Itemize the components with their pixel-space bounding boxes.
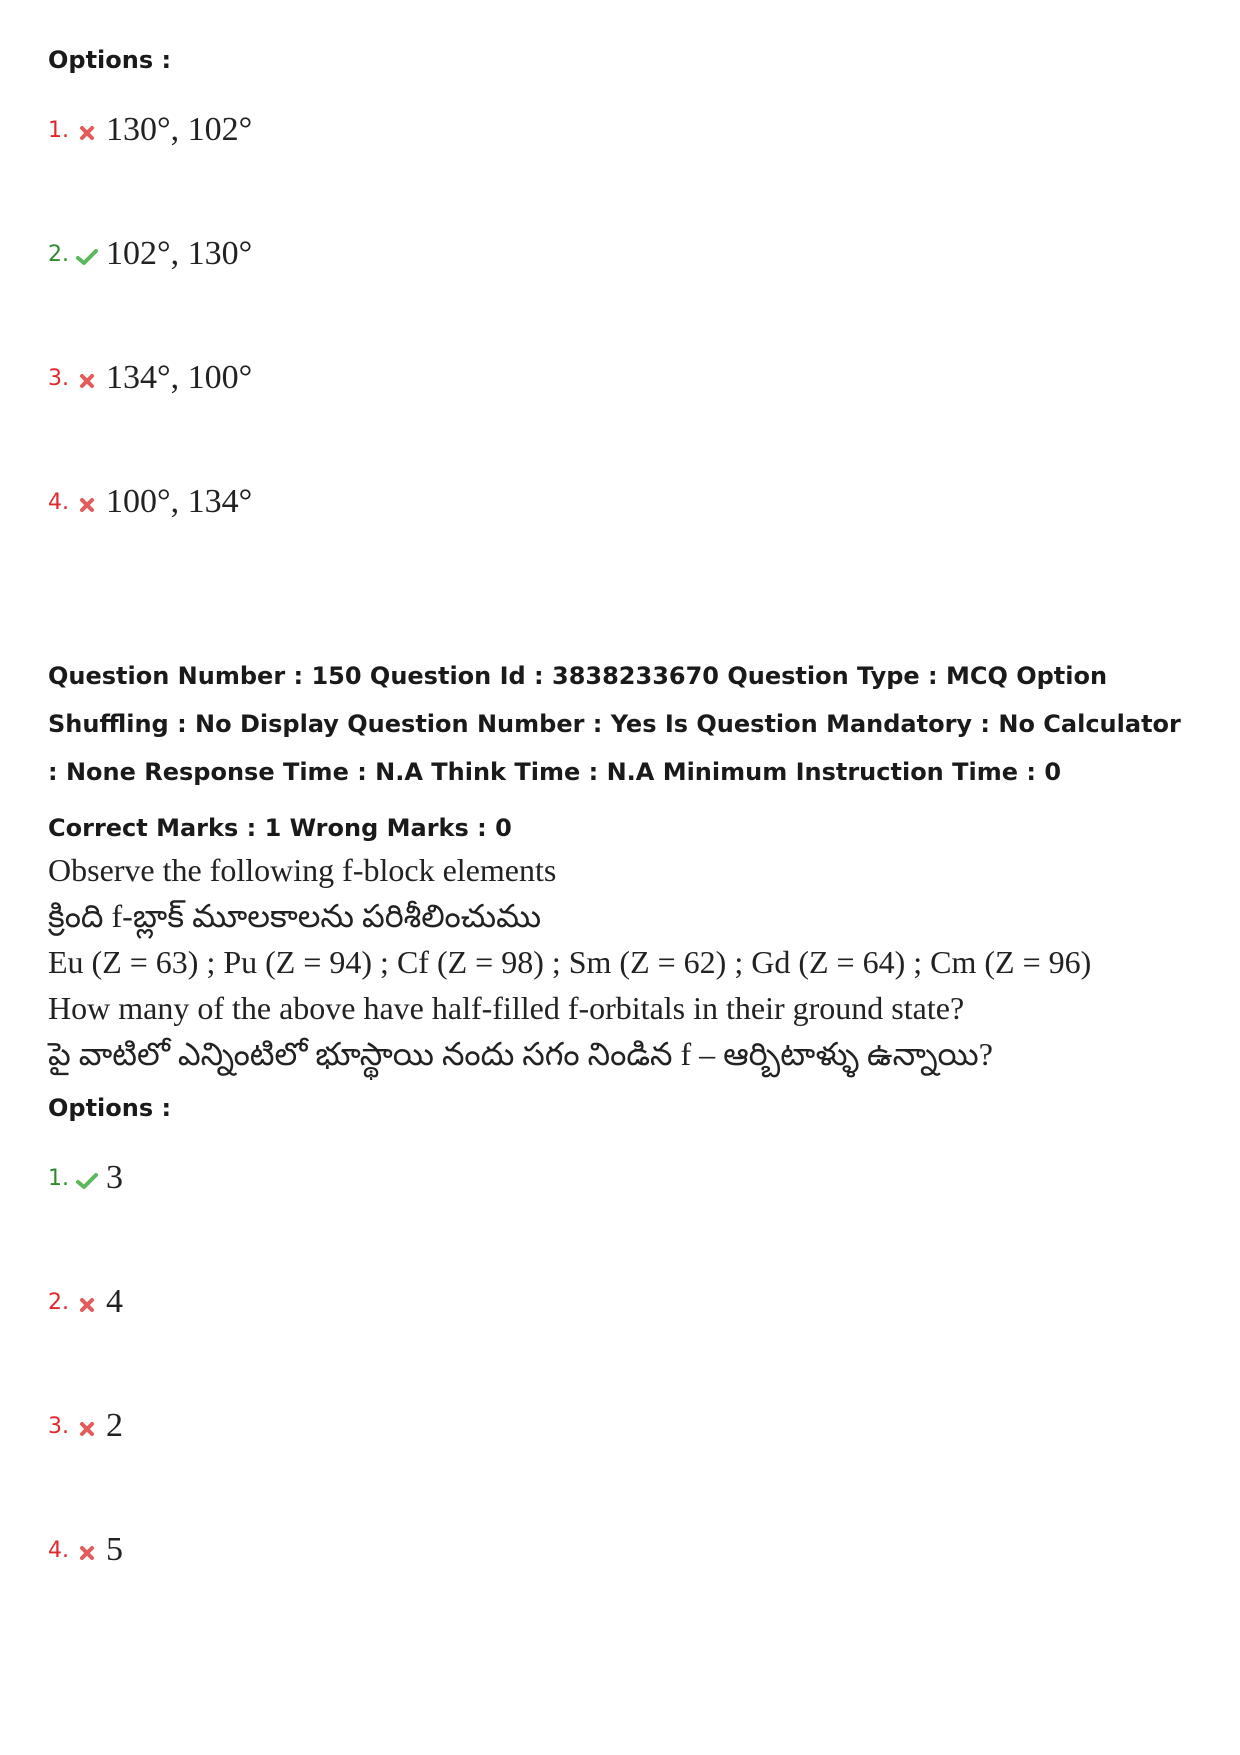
- option-text: 130°, 102°: [106, 111, 253, 148]
- question-line-telugu: పై వాటిలో ఎన్నింటిలో భూస్థాయి నందు సగం నిండిన f – ఆర్బిటాళ్ళు ఉన్నాయి?: [48, 1036, 993, 1072]
- option-number: 3.: [48, 365, 69, 391]
- cross-icon: [76, 494, 98, 516]
- option-number: 4.: [48, 1537, 69, 1563]
- marks-info: Correct Marks : 1 Wrong Marks : 0: [48, 814, 512, 842]
- option-text: 3: [106, 1159, 123, 1196]
- option-item: [48, 1404, 123, 1448]
- option-number: 1.: [48, 1165, 69, 1191]
- option-number: 1.: [48, 117, 69, 143]
- option-item: [48, 232, 252, 276]
- option-text: 4: [106, 1283, 123, 1320]
- option-text: 2: [106, 1407, 123, 1444]
- question-line-elements: Eu (Z = 63) ; Pu (Z = 94) ; Cf (Z = 98) ; Sm (Z = 62) ; Gd (Z = 64) ; Cm (Z = 96): [48, 944, 1092, 980]
- question-meta: Question Number : 150 Question Id : 3838233670 Question Type : MCQ Option Shuffling : No Display Question Number : Yes Is Question Mandatory : No Calculator : None Response Time : N.A Think Time : N.A Minimum Instruction Time : 0: [48, 662, 1181, 786]
- option-text: 134°, 100°: [106, 359, 253, 396]
- option-number: 2.: [48, 1289, 69, 1315]
- option-number: 4.: [48, 489, 69, 515]
- question-line-english: Observe the following f-block elements: [48, 852, 557, 888]
- check-icon: [76, 246, 98, 268]
- option-number: 3.: [48, 1413, 69, 1439]
- option-item: [48, 480, 252, 524]
- cross-icon: [76, 1542, 98, 1564]
- option-text: 100°, 134°: [106, 483, 253, 520]
- option-number: 2.: [48, 241, 69, 267]
- option-item: [48, 1528, 123, 1572]
- cross-icon: [76, 122, 98, 144]
- option-item: [48, 1156, 123, 1200]
- check-icon: [76, 1170, 98, 1192]
- option-text: 5: [106, 1531, 123, 1568]
- options-label: Options :: [48, 46, 172, 74]
- cross-icon: [76, 1294, 98, 1316]
- cross-icon: [76, 1418, 98, 1440]
- question-line-english: How many of the above have half-filled f-orbitals in their ground state?: [48, 990, 965, 1026]
- question-line-telugu: క్రింది f-బ్లాక్ మూలకాలను పరిశీలించుము: [48, 898, 542, 934]
- option-text: 102°, 130°: [106, 235, 253, 272]
- option-item: [48, 356, 252, 400]
- cross-icon: [76, 370, 98, 392]
- option-item: [48, 108, 252, 152]
- option-item: [48, 1280, 123, 1324]
- options-label: Options :: [48, 1094, 172, 1122]
